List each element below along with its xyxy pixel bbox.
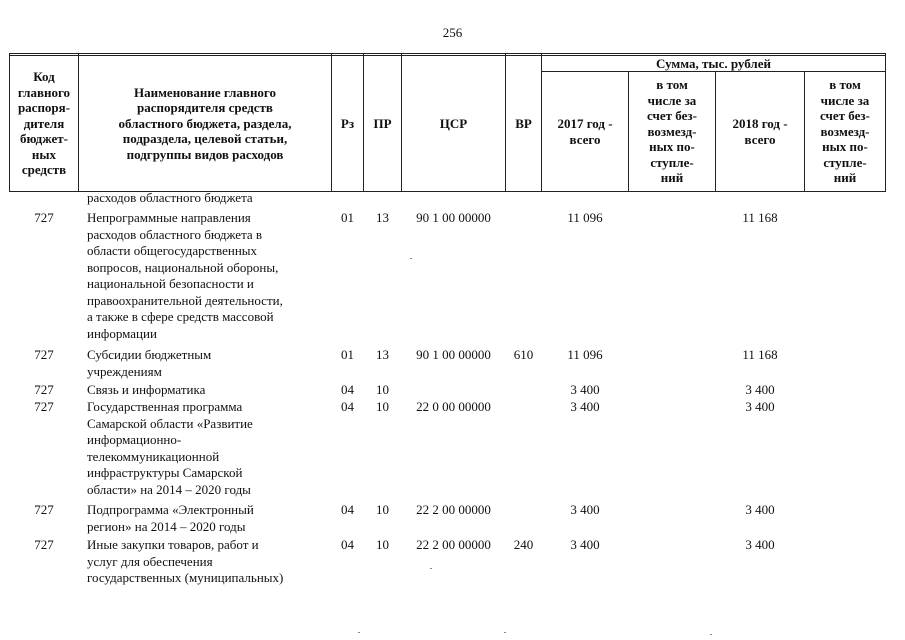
row-3-name: Связь и информатика [87, 382, 206, 397]
row-1-pr: 13 [376, 210, 389, 225]
header-pr [364, 56, 401, 191]
row-1-csr: 90 1 00 00000 [416, 210, 491, 225]
row-5-pr: 10 [376, 502, 389, 517]
row-6-rz: 04 [341, 537, 354, 552]
header-2018 [716, 72, 804, 191]
row-4-2018: 3 400 [745, 399, 775, 414]
page-number: 256 [442, 25, 463, 40]
table-top-border [9, 53, 886, 54]
row-1-2017: 11 096 [567, 210, 603, 225]
row-6-pr: 10 [376, 537, 389, 552]
header-vr-text: ВР [515, 115, 532, 131]
row-5-2018: 3 400 [745, 502, 775, 517]
row-5-csr: 22 2 00 00000 [416, 502, 491, 517]
header-csr-text: ЦСР [439, 115, 468, 131]
scan-speck [358, 632, 360, 633]
header-rz-text: Рз [340, 115, 355, 131]
row-4-csr: 22 0 00 00000 [416, 399, 491, 414]
row-1-rz: 01 [341, 210, 354, 225]
row-4-2017: 3 400 [570, 399, 600, 414]
header-vr [506, 56, 541, 191]
row-3-pr: 10 [376, 382, 389, 397]
row-2-rz: 01 [341, 347, 354, 362]
header-rz [332, 56, 363, 191]
row-2-vr: 610 [513, 347, 534, 362]
row-5-code: 727 [34, 502, 54, 517]
row-2-2017: 11 096 [567, 347, 603, 362]
row-1-code: 727 [34, 210, 54, 225]
header-incl-2017 [629, 72, 715, 191]
header-code-text: Код главного распоря- дителя бюджет- ных средств [17, 69, 71, 178]
row-2-name: Субсидии бюджетным учреждениям [87, 347, 212, 379]
row-2-csr: 90 1 00 00000 [416, 347, 491, 362]
header-sum-text: Сумма, тыс. рублей [656, 55, 771, 71]
row-6-2017: 3 400 [570, 537, 600, 552]
header-incl-2018 [805, 72, 885, 191]
row-5-rz: 04 [341, 502, 354, 517]
header-incl-2018-text: в том числе за счет без- возмезд- ных по- ступле- ний [820, 77, 870, 186]
scan-speck [710, 634, 712, 635]
continued-text: расходов областного бюджета [87, 190, 253, 205]
row-6-code: 727 [34, 537, 54, 552]
row-3-2018: 3 400 [745, 382, 775, 397]
header-name [79, 56, 331, 191]
row-6-name: Иные закупки товаров, работ и услуг для обеспечения государственных (муниципальных) [87, 537, 284, 585]
row-3-code: 727 [34, 382, 54, 397]
scan-speck [430, 568, 432, 569]
row-2-2018: 11 168 [742, 347, 778, 362]
row-2-code: 727 [34, 347, 54, 362]
header-csr [402, 56, 505, 191]
row-6-vr: 240 [513, 537, 534, 552]
vline-10 [885, 53, 886, 192]
header-pr-text: ПР [373, 115, 392, 131]
row-5-name: Подпрограмма «Электронный регион» на 2014 – 2020 годы [87, 502, 254, 534]
row-4-rz: 04 [341, 399, 354, 414]
scan-speck [504, 632, 506, 633]
row-4-name: Государственная программа Самарской области «Развитие информационно- телекоммуникационной инфраструктуры Самарской области» на 2014 – 2020 годы [87, 399, 253, 497]
row-4-code: 727 [34, 399, 54, 414]
header-sum [542, 56, 885, 71]
header-incl-2017-text: в том числе за счет без- возмезд- ных по- ступле- ний [647, 77, 697, 186]
row-4-pr: 10 [376, 399, 389, 414]
scan-speck [410, 258, 412, 259]
row-3-2017: 3 400 [570, 382, 600, 397]
row-6-2018: 3 400 [745, 537, 775, 552]
row-1-2018: 11 168 [742, 210, 778, 225]
row-3-rz: 04 [341, 382, 354, 397]
header-name-text: Наименование главного распорядителя средств областного бюджета, раздела, подраздела, целевой статьи, подгруппы видов расходов [118, 84, 292, 162]
header-2017-text: 2017 год - всего [557, 116, 613, 147]
header-code [10, 56, 78, 191]
header-2018-text: 2018 год - всего [732, 116, 788, 147]
row-5-2017: 3 400 [570, 502, 600, 517]
row-2-pr: 13 [376, 347, 389, 362]
header-2017 [542, 72, 628, 191]
row-6-csr: 22 2 00 00000 [416, 537, 491, 552]
row-1-name: Непрограммные направления расходов областного бюджета в области общегосударственных вопросов, национальной обороны, национальной безопасности и правоохранительной деятельности, а также в сфере средств массовой информации [87, 210, 283, 341]
